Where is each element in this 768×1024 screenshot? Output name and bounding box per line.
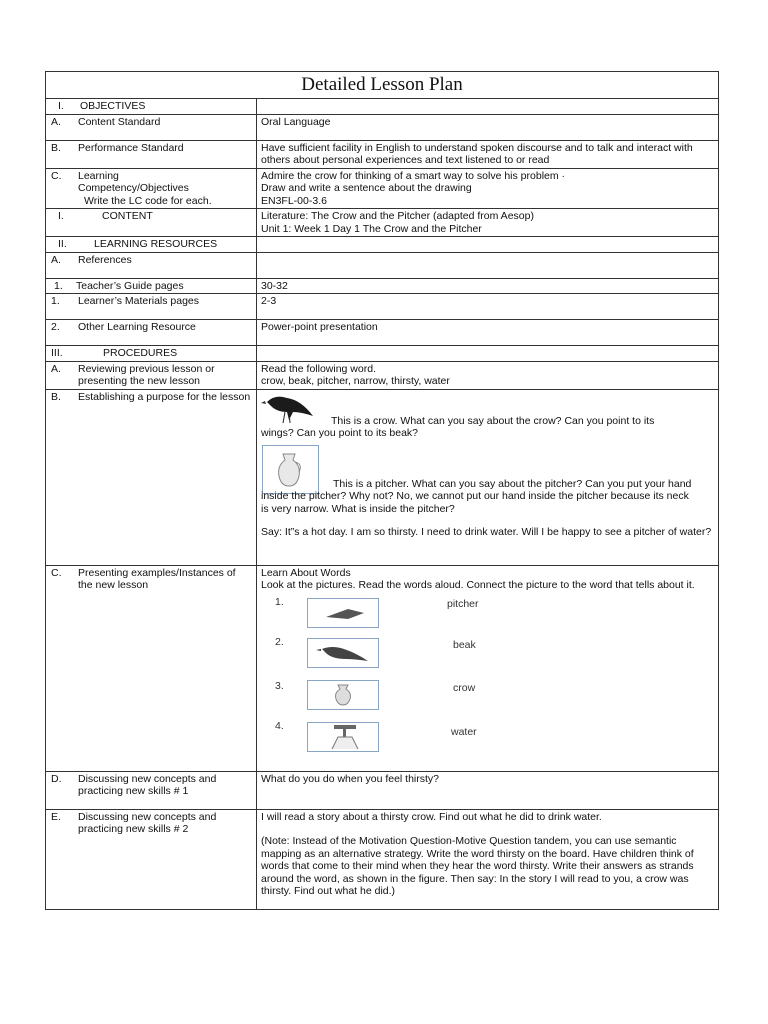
pitcher-icon [308,681,378,709]
row-marker: II. [58,238,67,250]
match-word: crow [453,681,476,694]
matching-instruction: Look at the pictures. Read the words aloud. Connect the picture to the word that tells about it. [261,579,695,591]
learners-materials-row [46,294,719,320]
learn-about-words-heading: Learn About Words [261,566,351,579]
water-picture [307,722,379,752]
reviewing-word-list: crow, beak, pitcher, narrow, thirsty, water [261,375,450,387]
performance-standard-row [46,140,719,168]
content-standard-row [46,114,719,140]
matching-exercise [261,592,714,760]
pitcher-description: This is a pitcher. What can you say about the pitcher? Can you put your hand inside the pitcher? Why not? No, we cannot put our hand inside the pitcher because its neck is very narrow. What is inside the pitcher? [261,477,692,515]
references-label: References [78,253,132,266]
lc-code: EN3FL-00-3.6 [261,194,327,207]
learning-resources-row [46,237,719,253]
item-number: 3. [275,679,284,692]
references-row [46,252,719,278]
discussing-1-row [46,771,719,809]
discussing-2-note: (Note: Instead of the Motivation Question-Motive Question tandem, you can use semantic mapping as an alternative strategy. Write the word thirsty on the board. Have children think of words that come to their mind when they hear the word thirsty. Write their answers as strands around the word, as shown in the figure. Then say: In the story I will read to you, a crow was thirsty. Find out what he did.) [261,835,694,897]
row-marker: I. [58,210,64,222]
content-label: CONTENT [102,210,153,222]
teachers-guide-value: 30-32 [257,278,719,294]
crow-block [261,390,714,439]
crow-icon [308,639,378,667]
competency-line-2: Draw and write a sentence about the drawing [261,182,472,194]
discussing-1-label: Discussing new concepts and practicing new skills # 1 [78,772,217,797]
content-standard-value: Oral Language [257,114,719,140]
water-tap-icon [308,723,378,751]
competency-line-1: Admire the crow for thinking of a smart way to solve his problem · [261,169,566,182]
lesson-plan-table [45,71,719,910]
other-resource-value: Power-point presentation [257,320,719,346]
discussing-1-value: What do you do when you feel thirsty? [257,771,719,809]
objectives-row [46,99,719,115]
match-word: beak [453,638,476,651]
beak-picture [307,598,379,628]
row-marker: C. [51,566,62,579]
row-marker: A. [51,115,61,128]
performance-standard-value: Have sufficient facility in English to understand spoken discourse and to talk and interact with others about personal experiences and text listened to or read [257,140,719,168]
reviewing-label: Reviewing previous lesson or presenting the new lesson [78,362,215,387]
row-marker: C. [51,169,62,182]
content-line-1: Literature: The Crow and the Pitcher (adapted from Aesop) [261,210,534,222]
performance-standard-label: Performance Standard [78,141,184,154]
crow-picture [307,638,379,668]
objectives-label: OBJECTIVES [80,100,146,112]
purpose-row [46,389,719,565]
item-number: 4. [275,719,284,732]
teachers-guide-row [46,278,719,294]
row-marker: I. [58,100,64,112]
purpose-label: Establishing a purpose for the lesson [78,390,251,403]
learning-competency-row [46,168,719,209]
crow-description: This is a crow. What can you say about the crow? Can you point to its wings? Can you point to its beak? [261,414,655,439]
row-marker: 2. [51,321,60,333]
row-marker: 1. [54,279,63,292]
lc-code-instruction: Write the LC code for each. [84,194,212,207]
learning-label: Learning [78,169,119,182]
reviewing-row [46,361,719,389]
procedures-row [46,346,719,362]
teachers-guide-label: Teacher’s Guide pages [76,279,184,292]
match-word: water [451,725,477,738]
presenting-row [46,565,719,771]
row-marker: E. [51,810,61,823]
pitcher-block [261,434,714,515]
competency-label: Competency/Objectives [78,182,189,194]
learners-materials-value: 2-3 [257,294,719,320]
content-line-2: Unit 1: Week 1 Day 1 The Crow and the Pitcher [261,222,482,235]
row-marker: 1. [51,295,60,307]
title-row [46,72,719,99]
presenting-label: Presenting examples/Instances of the new lesson [78,566,236,591]
discussing-2-label: Discussing new concepts and practicing new skills # 2 [78,810,217,835]
learning-resources-label: LEARNING RESOURCES [94,238,218,250]
row-marker: A. [51,253,61,266]
content-standard-label: Content Standard [78,115,161,128]
other-resource-label: Other Learning Resource [78,321,196,333]
content-row [46,209,719,237]
pitcher-picture [307,680,379,710]
learners-materials-label: Learner’s Materials pages [78,295,200,307]
row-marker: B. [51,390,61,403]
procedures-label: PROCEDURES [103,347,178,359]
row-marker: A. [51,362,61,375]
other-resource-row [46,320,719,346]
match-word: pitcher [447,597,479,610]
document-title: Detailed Lesson Plan [46,72,719,99]
item-number: 2. [275,635,284,648]
beak-icon [308,599,378,627]
reviewing-line-1: Read the following word. [261,362,376,375]
row-marker: D. [51,772,62,785]
discussing-2-row [46,809,719,909]
discussing-2-line-1: I will read a story about a thirsty crow. Find out what he did to drink water. [261,810,602,823]
say-text: Say: It”s a hot day. I am so thirsty. I need to drink water. Will I be happy to see a pitcher of water? [261,525,712,538]
row-marker: III. [51,347,63,359]
item-number: 1. [275,595,284,608]
row-marker: B. [51,141,61,154]
